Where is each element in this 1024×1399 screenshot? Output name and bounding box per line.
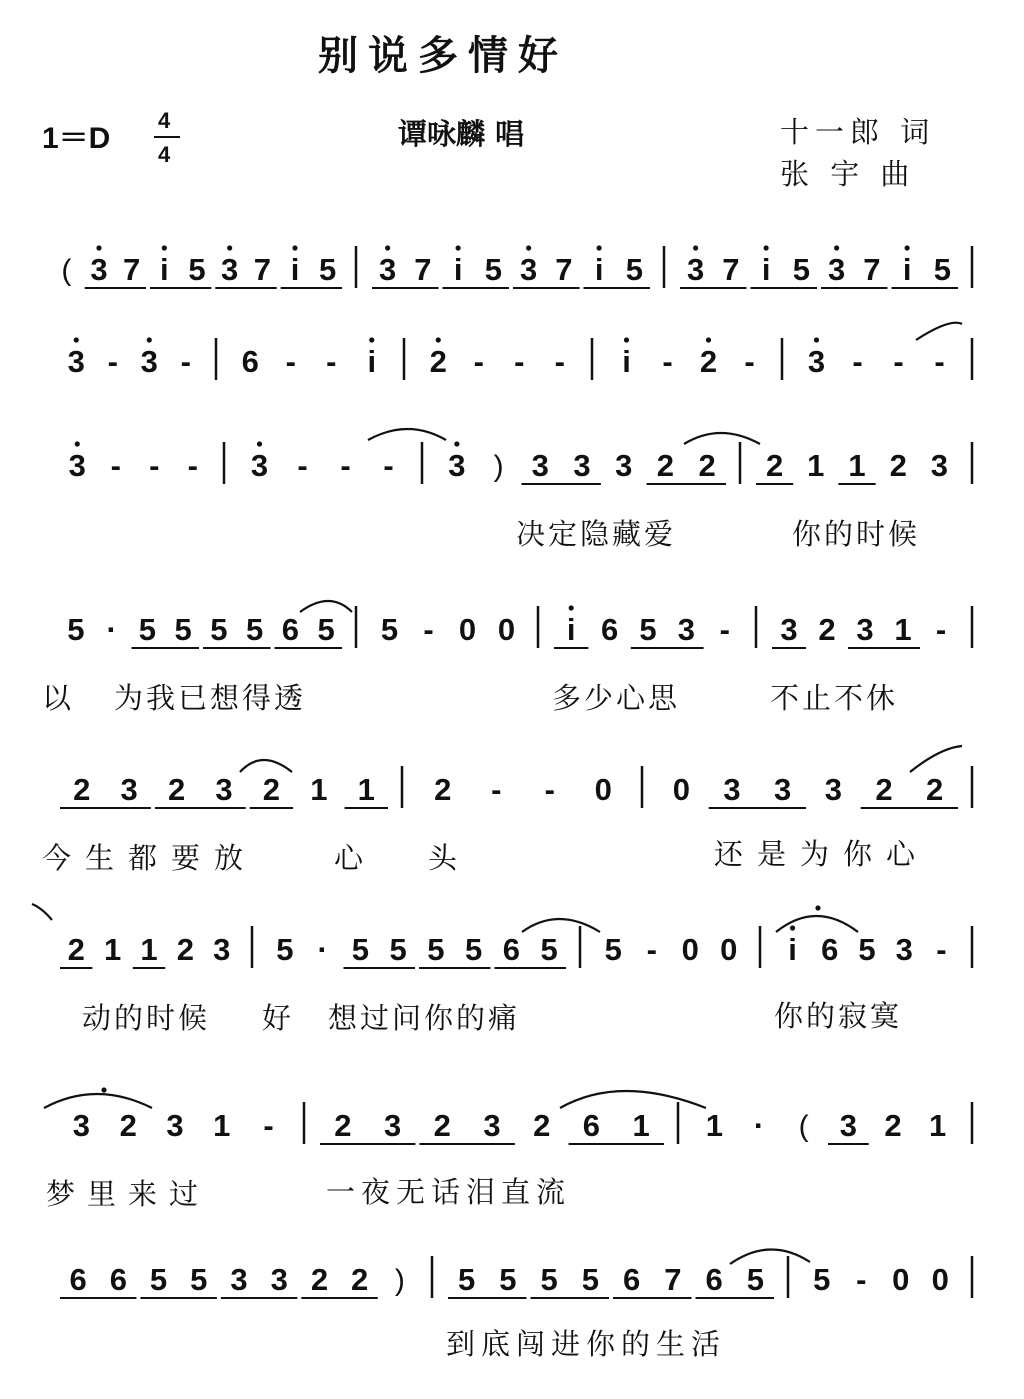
note: 2 <box>167 772 186 807</box>
octave-dot <box>96 245 101 250</box>
lyric-segment: 以 <box>42 681 75 715</box>
lyric-segment: 多少心思 <box>552 681 681 715</box>
note: 0 <box>720 932 738 967</box>
dash-mark: - <box>744 344 755 379</box>
note: 5 <box>138 612 156 647</box>
octave-dot <box>814 337 819 342</box>
note: 0 <box>931 1262 949 1297</box>
note: 2 <box>926 772 944 807</box>
note: · <box>753 1108 765 1143</box>
note: 5 <box>540 932 558 967</box>
dash-mark: - <box>187 448 198 483</box>
octave-dot <box>526 245 531 250</box>
song-title: 别说多情好 <box>318 33 568 79</box>
note: i <box>367 344 377 379</box>
note: 2 <box>351 1262 369 1297</box>
note: 2 <box>119 1108 137 1143</box>
time-signature-bottom: 4 <box>158 142 171 167</box>
lyric-segment: 好 <box>262 1001 295 1035</box>
octave-dot <box>75 441 80 446</box>
lyric-segment: 今生都要放 <box>42 841 258 875</box>
notation-paren: ) <box>493 450 504 483</box>
note: 3 <box>774 772 792 807</box>
note: 2 <box>433 1108 451 1143</box>
singer-credit: 谭咏麟 唱 <box>398 117 525 151</box>
note: 3 <box>520 252 538 287</box>
note: 5 <box>746 1262 764 1297</box>
note: 3 <box>215 772 233 807</box>
notation-paren: ( <box>61 254 72 287</box>
note: 5 <box>351 932 369 967</box>
note: 2 <box>310 1262 329 1297</box>
note: 2 <box>67 932 85 967</box>
lyric-segment: 你的时候 <box>792 517 921 551</box>
note: 3 <box>723 772 741 807</box>
note: 7 <box>123 252 141 287</box>
slur-arc <box>32 904 52 920</box>
note: 3 <box>72 1108 91 1143</box>
note: 6 <box>281 612 299 647</box>
note: 3 <box>230 1262 248 1297</box>
octave-dot <box>369 337 374 342</box>
note: 3 <box>930 448 949 483</box>
note: 3 <box>677 612 696 647</box>
note: 3 <box>166 1108 184 1143</box>
slur-arc <box>916 323 962 340</box>
note: 6 <box>821 932 839 967</box>
note: 3 <box>615 448 633 483</box>
note: 5 <box>67 612 85 647</box>
note: 2 <box>533 1108 551 1143</box>
note: 7 <box>722 252 740 287</box>
lyric-segment: 一夜无话泪直流 <box>326 1175 572 1209</box>
lyric-segment: 想过问你的痛 <box>328 1001 521 1035</box>
dash-mark: - <box>263 1108 274 1143</box>
note: 1 <box>103 932 122 967</box>
note: 3 <box>140 344 158 379</box>
note: 1 <box>705 1108 723 1143</box>
note: i <box>788 932 797 967</box>
note: 1 <box>894 612 912 647</box>
note: 3 <box>531 448 549 483</box>
octave-dot <box>834 245 839 250</box>
note: 5 <box>639 612 657 647</box>
note: 3 <box>807 344 826 379</box>
note: i <box>594 252 604 287</box>
lyric-segment: 还是为你心 <box>714 837 930 871</box>
note: 1 <box>357 772 375 807</box>
lyric-segment: 动的时候 <box>82 1001 211 1035</box>
note: 5 <box>427 932 445 967</box>
note: 3 <box>573 448 591 483</box>
slur-arc <box>560 1091 706 1108</box>
note: 5 <box>389 932 407 967</box>
note: 5 <box>933 252 951 287</box>
dash-mark: - <box>423 612 434 647</box>
dash-mark: - <box>554 344 565 379</box>
note: 3 <box>213 932 231 967</box>
note: 3 <box>824 772 842 807</box>
notation-paren: ) <box>394 1264 405 1297</box>
note: 5 <box>484 252 502 287</box>
note: 5 <box>246 612 264 647</box>
note: 0 <box>681 932 699 967</box>
notation-paren: ( <box>798 1110 809 1143</box>
lyric-segment: 为我已想得透 <box>114 681 307 715</box>
note: 2 <box>765 448 784 483</box>
note: i <box>622 344 631 379</box>
octave-dot <box>454 441 459 446</box>
note: 2 <box>884 1108 902 1143</box>
lyricist-credit: 十一郎 词 <box>780 115 936 149</box>
note: 5 <box>174 612 192 647</box>
lyric-segment: 梦里来过 <box>46 1177 211 1211</box>
note: 3 <box>67 344 85 379</box>
note: 5 <box>465 932 483 967</box>
note: 0 <box>672 772 690 807</box>
slur-arc <box>44 1094 152 1108</box>
note: 6 <box>623 1262 641 1297</box>
note: 3 <box>90 252 108 287</box>
octave-dot <box>385 245 390 250</box>
dash-mark: - <box>473 344 484 379</box>
note: 1 <box>807 448 825 483</box>
octave-dot <box>292 245 297 250</box>
note: 5 <box>813 1262 831 1297</box>
note: 2 <box>699 344 718 379</box>
note: 3 <box>780 612 798 647</box>
note: · <box>317 932 328 967</box>
note: 2 <box>656 448 675 483</box>
slur-arc <box>910 746 962 772</box>
lyric-segment: 决定隐藏爱 <box>516 517 677 551</box>
dash-mark: - <box>491 772 502 807</box>
note: i <box>566 612 576 647</box>
note: 2 <box>73 772 91 807</box>
note: 2 <box>818 612 836 647</box>
note: 3 <box>687 252 705 287</box>
note: 5 <box>581 1262 599 1297</box>
note: 5 <box>149 1262 168 1297</box>
dash-mark: - <box>297 448 308 483</box>
note: 5 <box>858 932 876 967</box>
note: 3 <box>68 448 86 483</box>
lyric-segment: 心 <box>334 841 367 875</box>
octave-dot <box>227 245 232 250</box>
note: 6 <box>502 932 520 967</box>
dash-mark: - <box>544 772 555 807</box>
dash-mark: - <box>856 1262 867 1297</box>
note: 7 <box>863 252 881 287</box>
note: 3 <box>120 772 138 807</box>
note: 2 <box>889 448 907 483</box>
note: 6 <box>705 1262 723 1297</box>
lyric-segment: 到底闯进你的生活 <box>446 1327 727 1361</box>
note: 5 <box>792 252 810 287</box>
note: 2 <box>434 772 452 807</box>
note: 0 <box>594 772 612 807</box>
note: 1 <box>140 932 158 967</box>
note: 1 <box>632 1108 650 1143</box>
octave-dot <box>764 245 769 250</box>
dash-mark: - <box>514 344 525 379</box>
note: 5 <box>319 252 337 287</box>
slur-arc <box>240 760 292 772</box>
dash-mark: - <box>852 344 863 379</box>
note: 7 <box>253 252 271 287</box>
note: 1 <box>310 772 328 807</box>
dash-mark: - <box>326 344 337 379</box>
dash-mark: - <box>662 344 673 379</box>
note: 5 <box>625 252 643 287</box>
note: 5 <box>540 1262 558 1297</box>
note: 7 <box>555 252 573 287</box>
fermata-dot <box>101 1087 106 1092</box>
note: · <box>106 612 117 647</box>
dash-mark: - <box>935 612 947 647</box>
dash-mark: - <box>383 448 394 483</box>
note: i <box>453 252 463 287</box>
octave-dot <box>706 337 711 342</box>
octave-dot <box>693 245 698 250</box>
dash-mark: - <box>285 344 296 379</box>
octave-dot <box>597 245 602 250</box>
composer-credit: 张 宇 曲 <box>780 157 916 191</box>
note: 6 <box>582 1108 601 1143</box>
key-signature: 1＝D <box>42 122 111 155</box>
note: 3 <box>250 448 269 483</box>
note: 6 <box>69 1262 87 1297</box>
note: 2 <box>176 932 195 967</box>
note: 7 <box>414 252 432 287</box>
dash-mark: - <box>180 344 191 379</box>
lyric-segment: 你的寂寞 <box>774 999 903 1033</box>
lyric-segment: 头 <box>428 841 461 875</box>
note: 0 <box>458 612 477 647</box>
dash-mark: - <box>107 344 118 379</box>
slur-arc <box>368 429 446 440</box>
note: 3 <box>221 252 239 287</box>
dash-mark: - <box>893 344 904 379</box>
fermata-dot <box>815 905 820 910</box>
octave-dot <box>436 337 441 342</box>
note: 1 <box>929 1108 947 1143</box>
octave-dot <box>74 337 79 342</box>
note: 5 <box>188 252 206 287</box>
note: 2 <box>698 448 716 483</box>
note: 3 <box>448 448 466 483</box>
octave-dot <box>162 245 167 250</box>
octave-dot <box>257 441 262 446</box>
note: 3 <box>379 252 397 287</box>
note: 3 <box>856 612 874 647</box>
octave-dot <box>905 245 910 250</box>
octave-dot <box>790 925 795 930</box>
dash-mark: - <box>934 344 945 379</box>
dash-mark: - <box>719 612 730 647</box>
note: 2 <box>334 1108 352 1143</box>
dash-mark: - <box>110 448 121 483</box>
note: 3 <box>828 252 846 287</box>
lyric-segment: 不止不休 <box>770 681 899 715</box>
dash-mark: - <box>936 932 947 967</box>
note: 1 <box>213 1108 231 1143</box>
note: 5 <box>190 1262 208 1297</box>
note: 5 <box>210 612 228 647</box>
note: 2 <box>875 772 893 807</box>
note: 6 <box>241 344 259 379</box>
slur-arc <box>684 433 760 444</box>
note: 3 <box>483 1108 501 1143</box>
note: i <box>761 252 771 287</box>
note: 5 <box>317 612 335 647</box>
note: 3 <box>383 1108 402 1143</box>
slur-arc <box>730 1249 810 1264</box>
note: i <box>902 252 912 287</box>
dash-mark: - <box>340 448 351 483</box>
slur-arc <box>300 601 352 612</box>
dash-mark: - <box>646 932 657 967</box>
note: 0 <box>497 612 516 647</box>
note: 5 <box>380 612 399 647</box>
slur-arc <box>522 919 600 932</box>
note: 2 <box>262 772 281 807</box>
note: 6 <box>109 1262 127 1297</box>
note: i <box>160 252 169 287</box>
note: i <box>290 252 300 287</box>
note: 3 <box>270 1262 288 1297</box>
time-signature-top: 4 <box>158 108 171 133</box>
note: 0 <box>892 1262 910 1297</box>
note: 3 <box>839 1108 857 1143</box>
dash-mark: - <box>149 448 160 483</box>
note: 5 <box>499 1262 517 1297</box>
note: 3 <box>895 932 913 967</box>
note: 7 <box>664 1262 682 1297</box>
octave-dot <box>624 337 629 342</box>
octave-dot <box>456 245 461 250</box>
note: 5 <box>276 932 294 967</box>
note: 2 <box>429 344 447 379</box>
note: 5 <box>458 1262 476 1297</box>
octave-dot <box>147 337 152 342</box>
note: 1 <box>848 448 866 483</box>
octave-dot <box>569 605 574 610</box>
note: 6 <box>600 612 619 647</box>
note: 5 <box>604 932 622 967</box>
slur-arc <box>776 916 858 932</box>
